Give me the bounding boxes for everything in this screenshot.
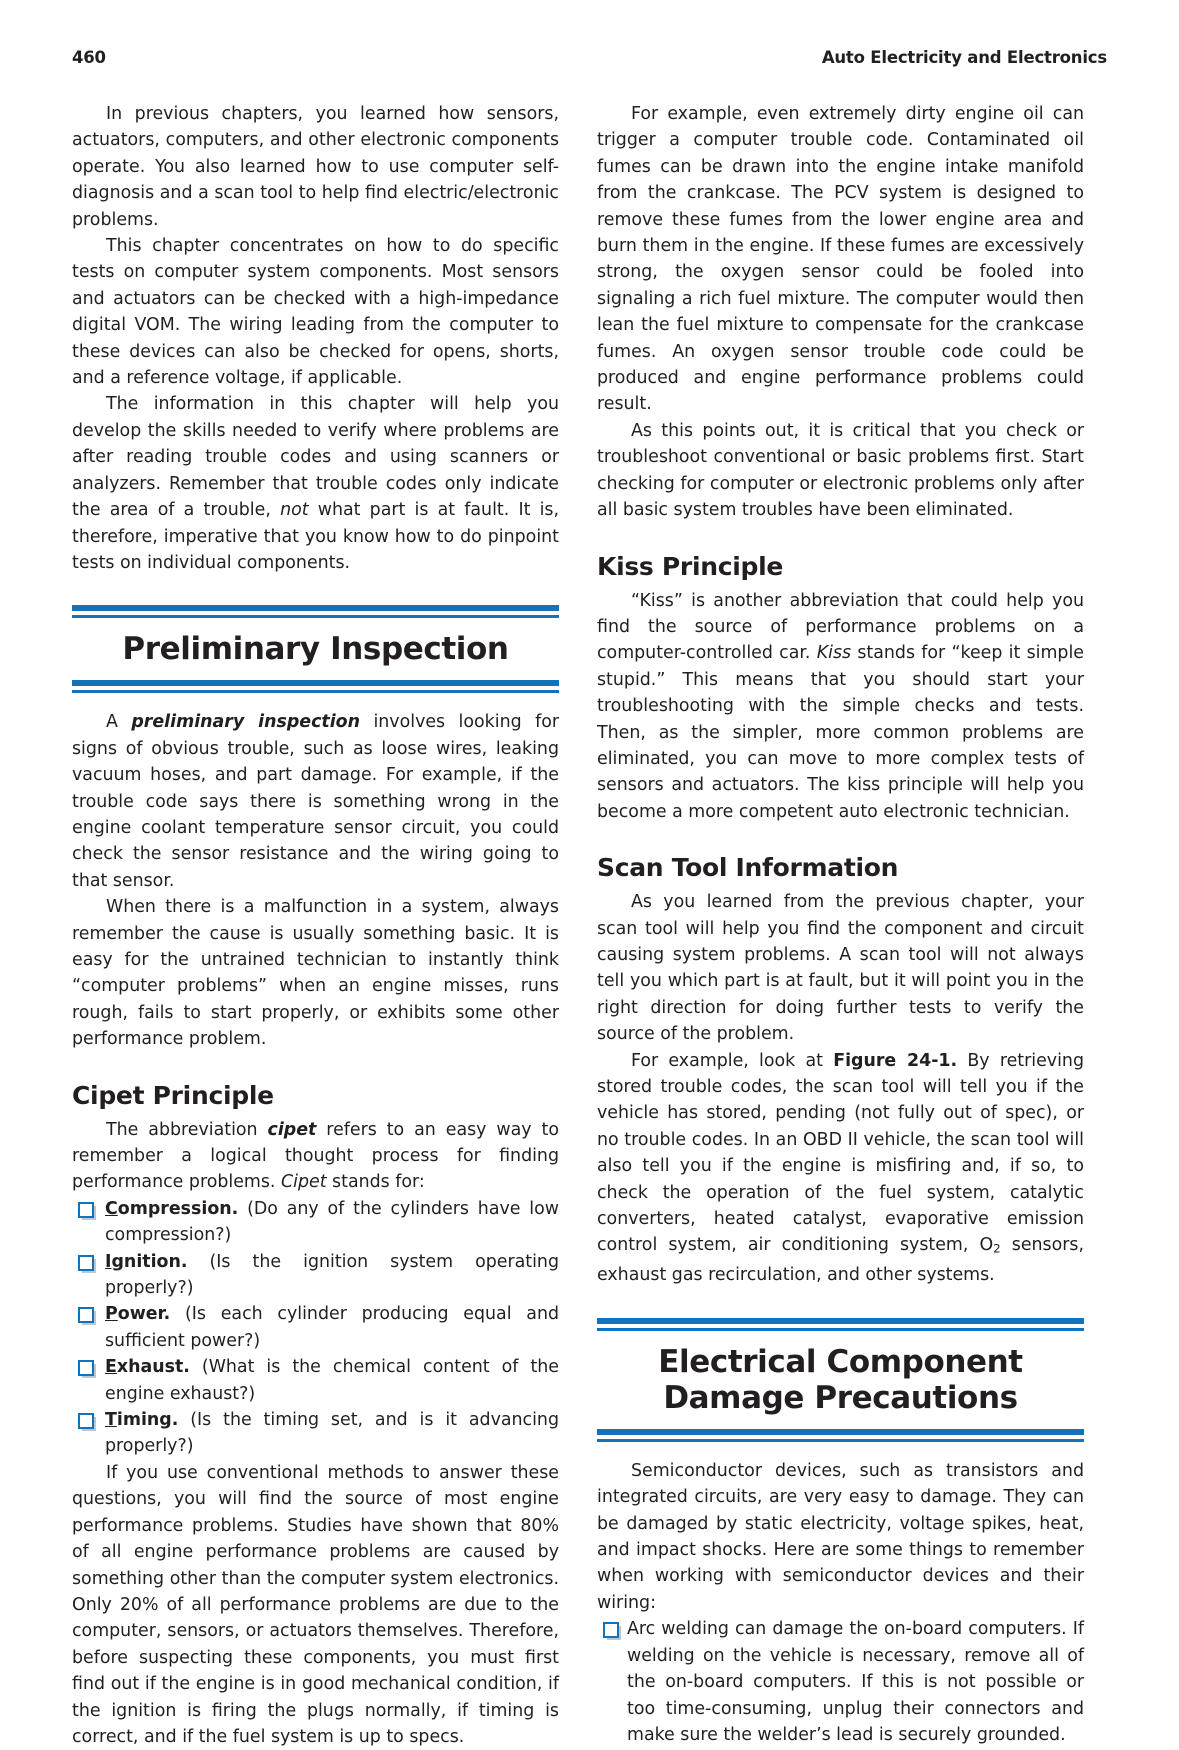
paragraph	[597, 588, 1084, 826]
running-head	[72, 48, 1107, 67]
list-term-rest: ompression.	[117, 1198, 239, 1219]
list-term	[105, 1357, 190, 1377]
paragraph	[72, 391, 559, 576]
paragraph: As this points out, it is critical that you check or troubleshoot conventional or basic problems first. Start checking for computer or electronic problems only after all basic system troubles have been eliminated.	[597, 420, 1084, 521]
heading-scan-tool-information: Scan Tool Information	[597, 853, 899, 883]
text-run: sensors, exhaust gas recirculation, and other systems.	[597, 1235, 1084, 1286]
term-preliminary-inspection: preliminary inspection	[131, 712, 361, 733]
square-bullet-icon	[78, 1255, 94, 1271]
list-detail: (Is each cylinder producing equal and sufficient power?)	[105, 1304, 559, 1351]
list-term	[105, 1410, 178, 1430]
text-run: involves looking for signs of obvious trouble, such as loose wires, leaking vacuum hoses, and part damage. For example, if the trouble code says there is something wrong in the engine coolant temperature sensor circuit, you could check the sensor resistance and the wiring going to that sensor.	[72, 712, 559, 891]
list-item	[72, 1354, 559, 1407]
text-run: refers to an easy way to remember a logical thought process for finding performance problems.	[72, 1119, 559, 1193]
list-item	[72, 1407, 559, 1460]
two-column-body	[72, 101, 1107, 1750]
list-term-rest: xhaust.	[116, 1357, 190, 1378]
left-column	[72, 101, 559, 1750]
text-run: The information in this chapter will help you develop the skills needed to verify where problems are after reading trouble codes and using scanners or analyzers. Remember that trouble codes only indicate the area of a trouble,	[72, 394, 559, 521]
cipet-list	[72, 1196, 559, 1460]
section-heading-block-preliminary-inspection	[72, 605, 559, 693]
section-heading-block-electrical-component-damage-precautions	[597, 1318, 1084, 1442]
heading-preliminary-inspection: Preliminary Inspection	[122, 631, 509, 668]
list-item	[72, 1196, 559, 1249]
term-cipet: cipet	[267, 1119, 317, 1140]
page-number: 460	[72, 48, 106, 67]
square-bullet-icon	[78, 1413, 94, 1429]
heading-electrical-component-damage-precautions	[597, 1331, 1084, 1429]
square-bullet-icon	[603, 1622, 619, 1638]
heading-cipet-principle: Cipet Principle	[72, 1080, 274, 1110]
list-term-initial: C	[105, 1198, 118, 1219]
heading-rule-bottom	[72, 680, 559, 693]
book-title: Auto Electricity and Electronics	[821, 48, 1107, 67]
list-term-rest: gnition.	[111, 1251, 188, 1272]
paragraph: When there is a malfunction in a system, always remember the cause is usually something basic. It is easy for the untrained technician to instantly think “computer problems” when an engine misses, runs rough, fails to start properly, or exhibits some other performance problem.	[72, 897, 559, 1050]
text-run: The abbreviation	[106, 1119, 268, 1140]
list-term-rest: ower.	[117, 1304, 171, 1325]
list-detail: Arc welding can damage the on-board computers. If welding on the vehicle is necessary, remove all of the on-board computers. If this is not possible or too time-consuming, unplug their connectors and make sure the welder’s lead is securely grounded.	[627, 1619, 1084, 1745]
rule-thin	[72, 690, 559, 693]
text-run: “Kiss” is another abbreviation that could help you find the source of performance problems on a computer-controlled car.	[597, 590, 1084, 664]
square-bullet-icon	[78, 1202, 94, 1218]
list-term	[105, 1304, 170, 1324]
right-column	[597, 101, 1084, 1748]
paragraph	[72, 1117, 559, 1196]
heading-rule-bottom	[597, 1429, 1084, 1442]
paragraph: For example, even extremely dirty engine oil can trigger a computer trouble code. Contaminated oil fumes can be drawn into the engine intake manifold from the crankcase. The PCV system is designed to remove these fumes from the lower engine area and burn them in the engine. If these fumes are excessively strong, the oxygen sensor could be fooled into signaling a rich fuel mixture. The computer would then lean the fuel mixture to compensate for the crankcase fumes. An oxygen sensor trouble code could be produced and engine performance problems could result.	[597, 104, 1084, 415]
list-detail: (What is the chemical content of the engine exhaust?)	[105, 1357, 559, 1404]
damage-precautions-list	[597, 1616, 1084, 1748]
list-item	[72, 1301, 559, 1354]
rule-thin	[597, 1439, 1084, 1442]
list-item	[597, 1616, 1084, 1748]
heading-line-1: Electrical Component	[658, 1343, 1023, 1380]
paragraph: In previous chapters, you learned how sensors, actuators, computers, and other electronic components operate. You also learned how to use computer self-diagnosis and a scan tool to help find electric/electronic problems.	[72, 104, 559, 230]
figure-reference: Figure 24-1.	[833, 1050, 958, 1071]
paragraph: Semiconductor devices, such as transistors and integrated circuits, are very easy to damage. They can be damaged by static electricity, voltage spikes, heat, and impact shocks. Here are some things to remember when working with semiconductor devices and their wiring:	[597, 1460, 1084, 1613]
emphasis-not: not	[280, 500, 309, 521]
paragraph: As you learned from the previous chapter, your scan tool will help you find the component and circuit causing system problems. A scan tool will not always tell you which part is at fault, but it will point you in the right direction for doing further tests to verify the source of the problem.	[597, 892, 1084, 1045]
list-term-rest: iming.	[116, 1410, 179, 1431]
heading-kiss-principle: Kiss Principle	[597, 551, 784, 581]
text-run: stands for “keep it simple stupid.” This means that you should start your troubleshooting with the simple checks and tests. Then, as the simpler, more common problems are eliminated, you can move to more complex tests of sensors and actuators. The kiss principle will help you become a more competent auto electronic technician.	[597, 643, 1084, 822]
subscript-two: 2	[993, 1242, 1001, 1257]
list-term	[105, 1199, 238, 1219]
list-detail: (Is the timing set, and is it advancing properly?)	[105, 1410, 559, 1457]
list-term-initial: I	[105, 1251, 112, 1272]
list-detail: (Is the ignition system operating properly?)	[105, 1251, 559, 1299]
list-detail: (Do any of the cylinders have low compression?)	[105, 1198, 559, 1246]
text-run: what part is at fault. It is, therefore, imperative that you know how to do pinpoint tests on individual components.	[72, 500, 560, 573]
list-term-initial: E	[105, 1357, 117, 1378]
text-run: A	[106, 712, 132, 733]
square-bullet-icon	[78, 1307, 94, 1323]
heading-rule-top	[72, 605, 559, 618]
list-term-initial: T	[105, 1410, 117, 1431]
square-bullet-icon	[78, 1360, 94, 1376]
paragraph: If you use conventional methods to answer these questions, you will find the source of most engine performance problems. Studies have shown that 80% of all engine performance problems are caused by something other than the computer system electronics. Only 20% of all performance problems are due to the computer, sensors, or actuators themselves. Therefore, before suspecting these components, you must first find out if the engine is in good mechanical condition, if the ignition is firing the plugs normally, if timing is correct, and if the fuel system is up to specs.	[72, 1462, 559, 1747]
emphasis-kiss: Kiss	[816, 643, 852, 664]
paragraph	[597, 1048, 1084, 1289]
list-term-initial: P	[105, 1304, 118, 1325]
heading-rule-top	[597, 1318, 1084, 1331]
emphasis-cipet: Cipet	[280, 1172, 327, 1193]
list-term	[105, 1252, 187, 1272]
paragraph	[72, 709, 559, 894]
text-run: By retrieving stored trouble codes, the scan tool will tell you if the vehicle has stored, pending (not fully out of spec), or no trouble codes. In an OBD II vehicle, the scan tool will also tell you if the engine is misfiring and, if so, to check the operation of the fuel system, catalytic converters, heated catalyst, evaporative emission control system, air conditioning system, O	[597, 1050, 1084, 1256]
text-run: stands for:	[326, 1172, 425, 1193]
paragraph: This chapter concentrates on how to do specific tests on computer system components. Most sensors and actuators can be checked with a high-impedance digital VOM. The wiring leading from the computer to these devices can also be checked for opens, shorts, and a reference voltage, if applicable.	[72, 236, 559, 389]
list-item	[72, 1249, 559, 1302]
text-run: For example, look at	[631, 1050, 834, 1071]
heading-line-2: Damage Precautions	[663, 1379, 1018, 1416]
